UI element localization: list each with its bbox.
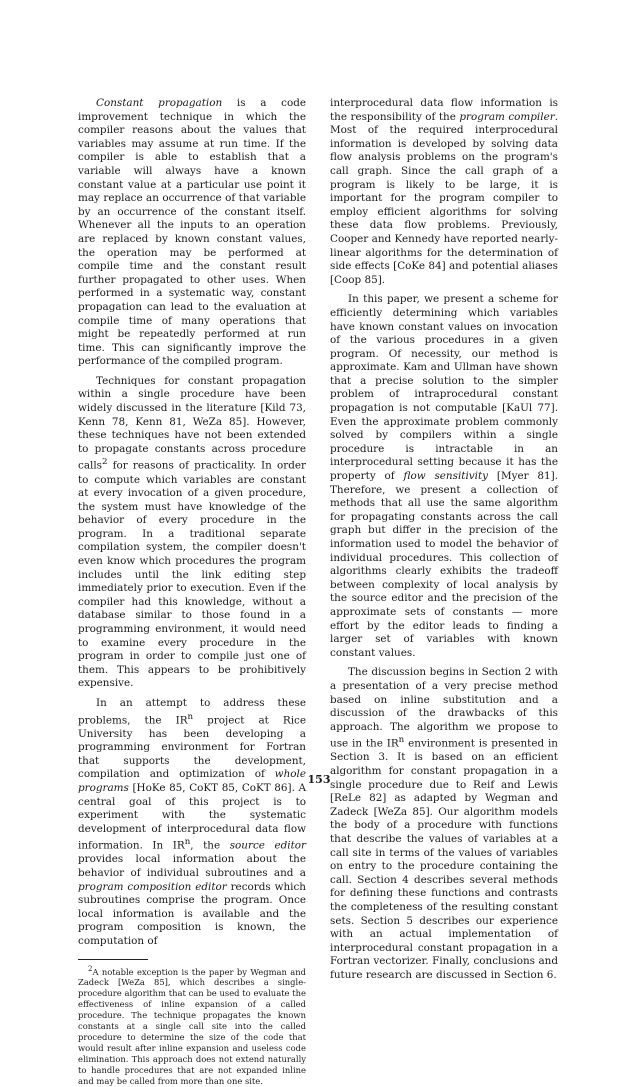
paragraph-interprocedural: interprocedural data flow information is the responsibility of the program compiler. Most of the required interprocedural information is developed by solving data flow analysis problems on the program's call graph. Since the call graph of a program is likely to be large, it is important for the program compiler to employ efficient algorithms for solving these data flow problems. Previously, Cooper and Kennedy have reported nearly-linear algorithms for the determination of side effects [CoKe 84] and potential aliases [Coop 85]. bbox=[330, 97, 558, 286]
paragraph-discussion: The discussion begins in Section 2 with a presentation of a very precise method based on inline substitution and a discussion of the drawbacks of this approach. The algorithm we propose to use in the $IR^n$ environment is presented in Section 3. It is based on an efficient algorithm for constant propagation in a single procedure due to Reif and Lewis [ReLe 82] as adapted by Wegman and Zadeck [WeZa 85]. Our algorithm models the body of a procedure with functions that describe the values of variables at a call site in terms of the values of variables on entry to the procedure containing the call. Section 4 describes several methods for defining these functions and contrasts the completeness of the resulting constant sets. Section 5 describes our experience with an actual implementation of interprocedural constant propagation in a Fortran vectorizer. Finally, conclusions and future research are discussed in Section 6. bbox=[330, 666, 558, 981]
term-constant-propagation: Constant propagation bbox=[96, 97, 223, 109]
paragraph-this-paper: In this paper, we present a scheme for efficiently determining which variables have known constant values on invocation of the various procedures in a given program. Of necessity, our method is approximate. Kam and Ullman have shown that a precise solution to the simpler problem of intraprocedural constant propagation is not computable [KaUl 77]. Even the approximate problem commonly solved by compilers within a single procedure is intractable in an interprocedural setting because it has the property of flow sensitivity [Myer 81]. Therefore, we present a collection of methods that all use the same algorithm for propagating constants across the call graph but differ in the precision of the information used to model the behavior of individual procedures. This collection of algorithms clearly exhibits the tradeoff between complexity of local analysis by the source editor and the precision of the approximate sets of constants — more effort by the editor leads to finding a larger set of variables with known constant values. bbox=[330, 293, 559, 659]
paragraph-constant-propagation: Constant propagation is a code improvement technique in which the compiler reasons about the values that variables may assume at run time. If the compiler is able to establish that a variable will always have a known constant value at a particular use point it may replace an occurrence of that variable by an occurrence of the constant itself. Whenever all the inputs to an operation are replaced by known constant values, the operation may be performed at compile time and the constant result further propagated to other uses. When performed in a systematic way, constant propagation can lead to the evaluation at compile time of many operations that might be repeatedly performed at run time. This can significantly improve the performance of the compiled program. bbox=[78, 97, 306, 368]
footnote-ref: 2 bbox=[102, 457, 108, 468]
footnote-divider bbox=[78, 959, 148, 960]
right-column bbox=[330, 97, 558, 988]
page-number: 153 bbox=[307, 773, 331, 786]
left-column bbox=[78, 97, 306, 1087]
paragraph-techniques: Techniques for constant propagation within a single procedure have been widely discussed in the literature [Kild 73, Kenn 78, Kenn 81, WeZa 85]. However, these techniques have not been extended to propagate constants across procedure calls$^2$ for reasons of practicality. In order to compute which variables are constant at every invocation of a given procedure, the system must have knowledge of the behavior of every procedure in the program. In a traditional separate compilation system, the compiler doesn't even know which procedures the program includes until the link editing step immediately prior to execution. Even if the compiler had this knowledge, without a database similar to those found in a programming environment, it would need to examine every procedure in the program in order to compile just one of them. This appears to be prohibitively expensive. bbox=[78, 374, 306, 690]
paragraph-rn-project: In an attempt to address these problems, the $IR^n$ project at Rice University has been developing a programming environment for Fortran that supports the development, compilation and optimization of whole programs [HoKe 85, CoKT 85, CoKT 86]. A central goal of this project is to experiment with the systematic development of interprocedural data flow information. In $IR^n$, the source editor provides local information about the behavior of individual subroutines and a program composition editor records which subroutines comprise the program. Once local information is available and the program composition is known, the computation of bbox=[78, 697, 306, 948]
footnote: $^2$A notable exception is the paper by Wegman and Zadeck [WeZa 85], which describes a single-procedure algorithm that can be used to evaluate the effectiveness of inline expansion of a called procedure. The technique propagates the known constants at a single call site into the called procedure to determine the size of the code that would result after inline expansion and useless code elimination. This approach does not extend naturally to handle procedures that are not expanded inline and may be called from more than one site. bbox=[78, 964, 306, 1087]
